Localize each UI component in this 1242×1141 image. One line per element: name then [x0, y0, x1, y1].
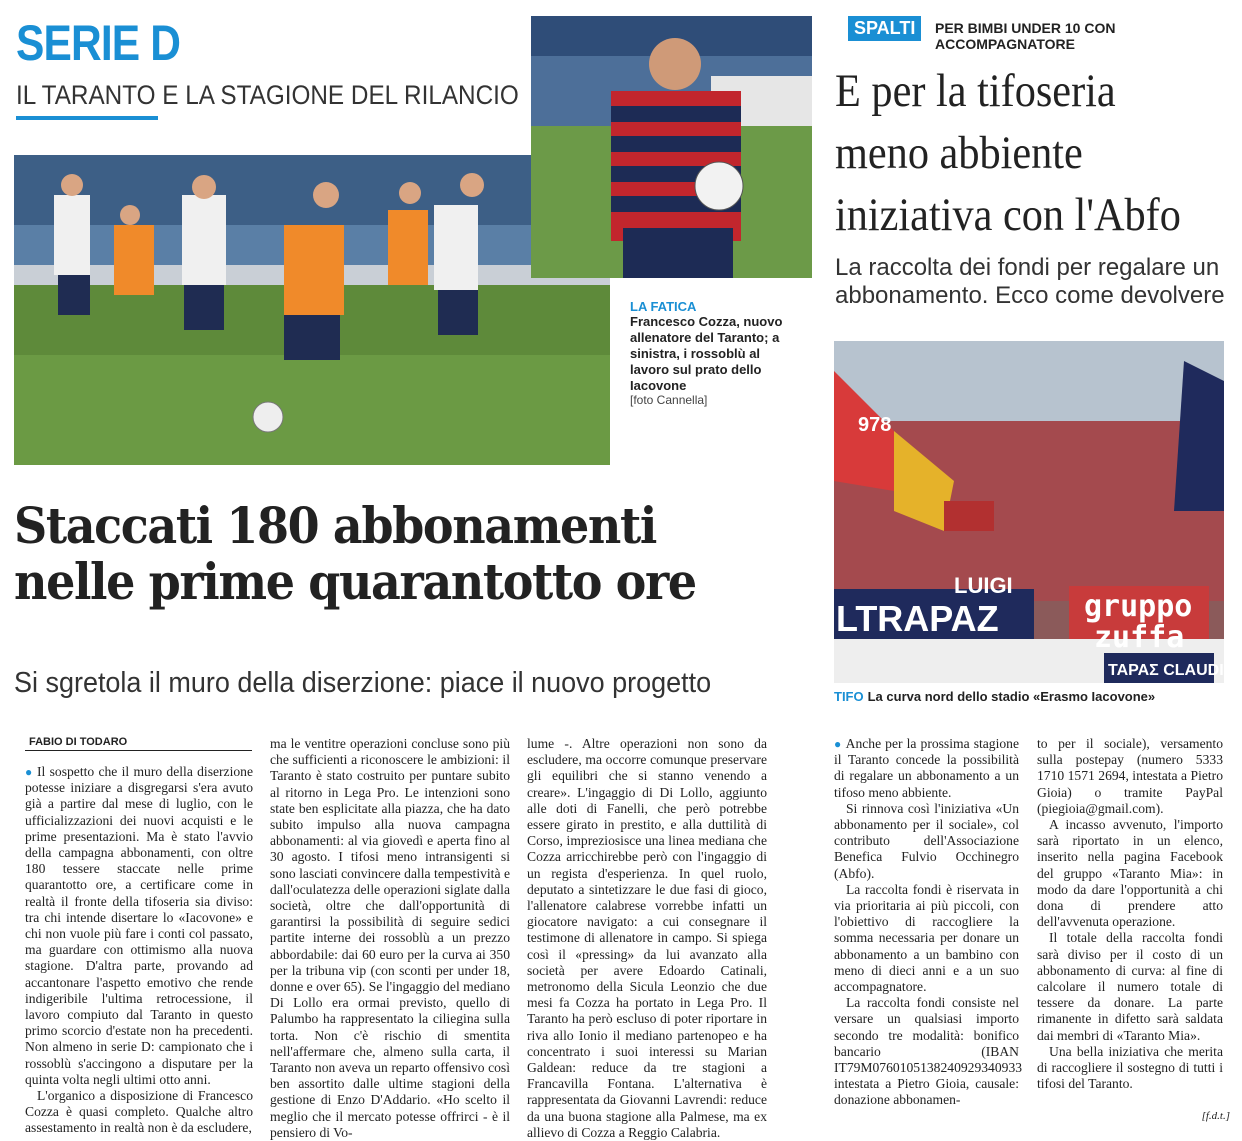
spalti-tag: SPALTI [848, 16, 921, 41]
paragraph: ● Anche per la prossima stagione il Taranto concede la possibilità di regalare un abbonamento a un tifoso meno abbiente. [834, 736, 1019, 800]
crowd-caption [834, 688, 1234, 706]
section-kicker: SERIE D [16, 15, 181, 71]
paragraph: lume -. Altre operazioni non sono da escludere, ma occorre comunque preservare gli equilibri che si stanno venendo a creare». L'ingaggio di Di Lollo, aggiunto alle doti di Fanelli, che però potrebbe essere girato in prestito, e alla duttilità di Corso, impreziosisce una linea mediana che Cozza arricchirebbe però con l'ingaggio di un regista d'esperienza. In quel ruolo, deputato a sintetizzare le due fasi di gioco, l'allenatore calabrese vorrebbe infatti un giocatore navigato: a cui consegnare il testimone di allenatore in campo. Si spiega così il «pressing» da lui avanzato alla società per avere Edoardo Catinali, metronomo della Sicula Leonzio che due mesi fa Cozza ha portato in Lega Pro. Il Taranto ha però escluso di poter riportare in riva allo Ionio il mediano partenopeo e ha concentrato i suoi interessi su Marian Galdean: reduce da tre stagioni a Francavilla Fontana. L'alternativa è rappresentata da Giovanni Lavrendi: reduce da una buona stagione alla Palmese, ma ex allievo di Cozza a Reggio Calabria. [527, 736, 767, 1140]
crowd-caption-text: La curva nord dello stadio «Erasmo Iacovone» [867, 689, 1156, 704]
photo-caption-text: Francesco Cozza, nuovo allenatore del Taranto; a sinistra, i rossoblù al lavoro sul prato dello Iacovone [630, 314, 783, 393]
crowd-photo [834, 341, 1237, 683]
main-column-1 [25, 764, 253, 1136]
paragraph: La raccolta fondi è riservata in via prioritaria ai più piccoli, con l'obiettivo di raccogliere la somma necessaria per donare un abbonamento a un bambino con meno di dieci anni e a un suo accompagnatore. [834, 881, 1019, 995]
paragraph: to per il sociale), versamento sulla postepay (numero 5333 1710 1571 2694, intestata a Pietro Gioia) o tramite PayPal (piegioia@gmail.com). [1037, 736, 1223, 816]
banner-claudio: ΤΑΡΑΣ CLAUDIO [1108, 662, 1237, 679]
byline: FABIO DI TODARO [29, 736, 128, 748]
paragraph: La raccolta fondi consiste nel versare un qualsiasi importo secondo tre modalità: bonifico bancario (IBAN IT79M0760105138240929340933 intestata a Pietro Gioia, causale: donazione abbonamen- [834, 995, 1023, 1108]
main-column-2 [270, 736, 510, 1140]
main-column-3 [527, 736, 767, 1140]
training-photo [14, 155, 610, 465]
main-headline-line1: Staccati 180 abbonamenti [14, 496, 656, 555]
paragraph: Una bella iniziativa che merita di raccogliere il sostegno di tutti i tifosi del Taranto. [1037, 1043, 1223, 1092]
paragraph: Il totale della raccolta fondi sarà diviso per il costo di un abbonamento di curva: al fine di calcolare il numero totale di tessere da donare. La parte rimanente in difetto sarà saldata dai membri di «Taranto Mia». [1037, 930, 1223, 1043]
bullet-icon: ● [25, 765, 38, 779]
side-column-2 [1037, 736, 1223, 1112]
paragraph: A incasso avvenuto, l'importo sarà riportato in un elenco, inserito nella pagina Facebook del gruppo «Taranto Mia»: in modo da dare l'opportunità a chi dona di prendere atto dell'avvenuta operazione. [1037, 817, 1223, 930]
banner-ultrapaz: LTRAPAZ [836, 598, 999, 639]
coach-photo [531, 16, 812, 278]
photo-credit: [foto Cannella] [630, 393, 708, 407]
side-column-1 [834, 736, 1023, 1124]
main-headline-line2: nelle prime quarantotto ore [14, 552, 696, 611]
flag-number: 978 [858, 414, 892, 436]
section-subkicker: IL TARANTO E LA STAGIONE DEL RILANCIO [16, 80, 519, 110]
crowd-caption-head: TIFO [834, 689, 864, 704]
banner-zuffa: zuffa [1094, 620, 1185, 655]
side-subheadline: La raccolta dei fondi per regalare un abbonamento. Ecco come devolvere [835, 254, 1225, 309]
paragraph: Si rinnova così l'iniziativa «Un abbonamento per il sociale», col contributo dell'Associazione Benefica Fulvio Occhinegro (Abfo). [834, 800, 1019, 881]
side-headline: E per la tifoseria meno abbiente iniziativa con l'Abfo [835, 65, 1181, 241]
paragraph: ma le ventitre operazioni concluse sono più che sufficienti a riconoscere le ambizioni: il Taranto è stato costruito per puntare subito al ritorno in Lega Pro. Le intenzioni sono state ben esplicitate alla piazza, che ha dato subito impulso alla nuova campagna abbonamenti: al via giovedì e aperta fino al 30 agosto. I tifosi meno intransigenti si sono lasciati convincere dalla tempestività e dall'oculatezza delle operazioni siglate dalla società, oltre che dall'opportunità di garantirsi la possibilità di seguire sedici partite interne dei rossoblù a un prezzo abbordabile: dai 60 euro per la curva ai 350 per la tribuna vip (con sconti per under 18, donne e over 65). Se l'ingaggio del mediano Di Lollo era ormai previsto, quello di Palumbo ha rappresentato la ciliegina sulla torta. Non c'è rischio di smentita nell'affermare che, almeno sulla carta, il Taranto non aveva un reparto offensivo così ben assortito dalle ultime stagioni della gestione di Enzo D'Addario. «Ho scelto il meglio che il mercato potesse offrirci - è il pensiero di Vo- [270, 736, 510, 1140]
main-headline [14, 498, 750, 610]
byline-rule [25, 750, 252, 751]
banner-luigi: LUIGI [954, 573, 1013, 598]
paragraph: L'organico a disposizione di Francesco Cozza è quasi completo. Qualche altro assestamento in realtà non è da escludere, [25, 1088, 253, 1136]
photo-caption-head: LA FATICA [630, 299, 697, 314]
main-subheadline: Si sgretola il muro della diserzione: piace il nuovo progetto [14, 667, 712, 699]
signature: [f.d.t.] [1201, 1110, 1230, 1122]
paragraph: ● Il sospetto che il muro della diserzione potesse iniziare a disgregarsi s'era avuto già a partire dal mese di luglio, con le ufficializzazioni dei nuovi acquisti e le prime presentazioni. Ma è stato l'avvio della campagna abbonamenti, con oltre 180 tessere staccate nelle prime quarantotto ore, a certificare come in realtà il fronte della tifoseria sia diviso: tra chi intende disertare lo «Iacovone» e chi non vuole più fare i conti col passato, ma guardare con ottimismo alla nuova stagione. D'altra parte, provando ad accantonare l'aspetto emotivo che rende indigeribile l'ultima retrocessione, il lavoro compiuto dal Taranto in questo primo scorcio d'estate non ha precedenti. Non almeno in serie D: campionato che i rossoblù s'accingono a disputare per la quinta volta negli ultimi otto anni. [25, 764, 253, 1087]
banner-gruppo: gruppo [1084, 589, 1193, 624]
spalti-note: PER BIMBI UNDER 10 CON ACCOMPAGNATORE [935, 20, 1116, 52]
bullet-icon: ● [834, 737, 846, 751]
kicker-rule [16, 116, 158, 120]
